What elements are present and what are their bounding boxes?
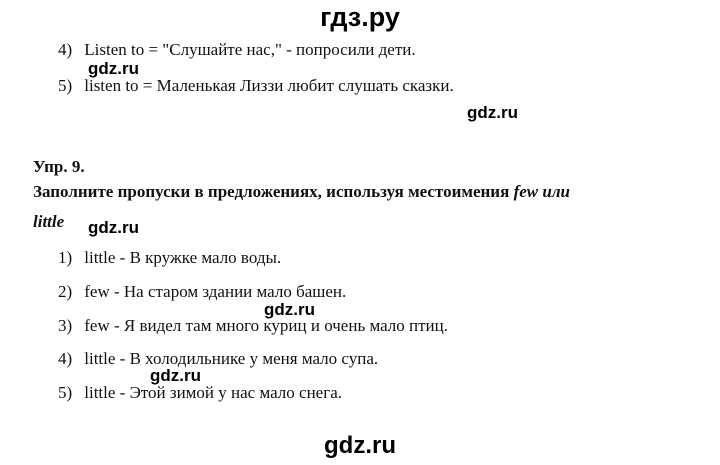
item-number: 4): [58, 349, 73, 368]
instruction-continuation: little: [33, 212, 65, 231]
instruction-text: Заполните пропуски в предложениях, используя местоимения: [33, 182, 514, 201]
answer-word: little: [84, 248, 116, 267]
item-number: 5): [58, 383, 73, 402]
answer-item: [58, 282, 346, 302]
answer-item: [58, 248, 281, 268]
answer-text: - На старом здании мало башен.: [109, 282, 347, 301]
item-text: Listen to = "Слушайте нас," - попросили дети.: [84, 40, 416, 59]
list-item: [58, 40, 416, 60]
watermark: gdz.ru: [467, 103, 518, 122]
exercise-title: Упр. 9.: [33, 157, 85, 176]
answer-item: [58, 316, 448, 336]
answer-word: little: [84, 349, 116, 368]
list-item: [58, 76, 454, 96]
answer-text: - Я видел там много куриц и очень мало птиц.: [109, 316, 448, 335]
exercise-instruction: [33, 182, 570, 202]
answer-word: little: [84, 383, 116, 402]
item-number: 1): [58, 248, 73, 267]
answer-item: [58, 349, 378, 369]
watermark: gdz.ru: [88, 59, 139, 78]
answer-word: few: [84, 282, 110, 301]
item-number: 4): [58, 40, 73, 59]
watermark: gdz.ru: [88, 218, 139, 237]
instruction-italic: few или: [513, 182, 570, 201]
site-header: гдз.ру: [320, 2, 400, 32]
answer-text: - В кружке мало воды.: [115, 248, 282, 267]
watermark: gdz.ru: [150, 366, 201, 385]
answer-text: - Этой зимой у нас мало снега.: [115, 383, 342, 402]
answer-text: - В холодильнике у меня мало супа.: [115, 349, 379, 368]
answer-word: few: [84, 316, 110, 335]
item-number: 2): [58, 282, 73, 301]
answer-item: [58, 383, 342, 403]
watermark: gdz.ru: [264, 300, 315, 319]
footer-watermark: gdz.ru: [324, 432, 396, 459]
item-number: 3): [58, 316, 73, 335]
item-number: 5): [58, 76, 73, 95]
item-text: listen to = Маленькая Лиззи любит слушать сказки.: [84, 76, 454, 95]
